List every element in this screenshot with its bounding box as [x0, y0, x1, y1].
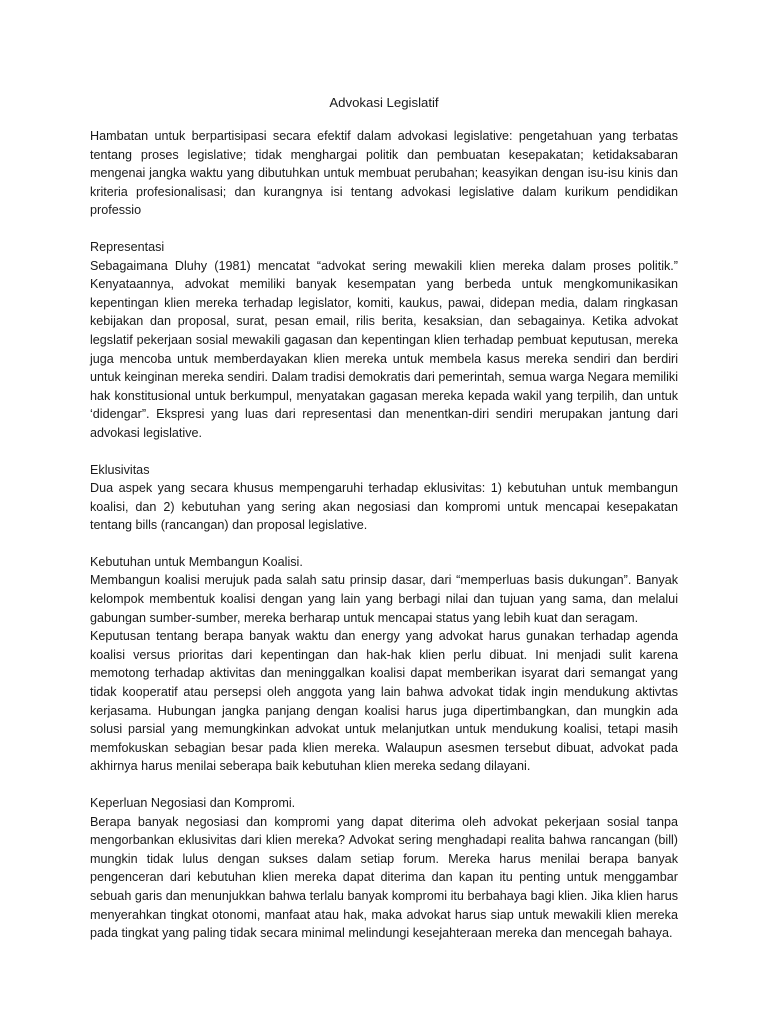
section-negosiasi [90, 794, 678, 943]
section-heading: Kebutuhan untuk Membangun Koalisi. [90, 554, 303, 569]
section-koalisi [90, 553, 678, 776]
document-title: Advokasi Legislatif [329, 95, 439, 110]
section-eklusivitas [90, 461, 678, 535]
intro-paragraph: Hambatan untuk berpartisipasi secara efektif dalam advokasi legislative: pengetahuan yang terbatas tentang proses legislative; tidak menghargai politik dan pembuatan kesepakatan; ketidaksabaran mengenai jangka waktu yang dibutuhkan untuk membuat perubahan; keasyikan dengan isu-isu kinis dan kriteria profesionalisasi; dan kurangnya isi tentang advokasi legislative dalam kurikum pendidikan professio [90, 129, 678, 218]
section-paragraph: Dua aspek yang secara khusus mempengaruhi terhadap eklusivitas: 1) kebutuhan untuk membangun koalisi, dan 2) kebutuhan yang sering akan negosiasi dan kompromi untuk mencapai kesepakatan tentang bills (rancangan) dan proposal legislative. [90, 481, 678, 533]
section-representasi [90, 238, 678, 443]
section-paragraph: Sebagaimana Dluhy (1981) mencatat “advokat sering mewakili klien mereka dalam proses politik.” Kenyataannya, advokat memiliki banyak kesempatan yang berbeda untuk mengkomunikasikan kepentingan klien mereka terhadap legislator, komiti, kaukus, pawai, didepan media, dalam ringkasan kebijakan dan proposal, surat, pesan email, rilis berita, kesaksian, dan sebagainya. Ketika advokat legslatif pekerjaan sosial mewakili gagasan dan kepentingan klien terhadap pembuat keputusan, mereka juga mencoba untuk memberdayakan klien mereka untuk membela kasus mereka sendiri dan berdiri untuk keinginan mereka sendiri. Dalam tradisi demokratis dari pemerintah, semua warga Negara memiliki hak konstitusional untuk berkumpul, menyatakan gagasan mereka kepada wakil yang terpilih, dan untuk ‘didengar”. Ekspresi yang luas dari representasi dan menentkan-diri sendiri merupakan jantung dari advokasi legislative. [90, 258, 678, 440]
section-heading: Eklusivitas [90, 462, 150, 477]
section-paragraph: Membangun koalisi merujuk pada salah satu prinsip dasar, dari “memperluas basis dukungan”. Banyak kelompok membentuk koalisi dengan yang lain yang berbagi nilai dan tujuan yang sama, dan melalui gabungan sumber-sumber, mereka berharap untuk mencapai status yang lebih kuat dan seragam. [90, 573, 678, 625]
section-heading: Representasi [90, 239, 165, 254]
section-paragraph: Berapa banyak negosiasi dan kompromi yang dapat diterima oleh advokat pekerjaan sosial tanpa mengorbankan eklusivitas dari klien mereka? Advokat sering menghadapi realita bahwa rancangan (bill) mungkin tidak lulus dengan sukses dalam setiap forum. Mereka harus menilai berapa banyak pengenceran dari kebutuhan klien mereka dapat diterima dan kapan itu penting untuk menggambar sebuah garis dan menunjukkan bahwa terlalu banyak kompromi itu berbahaya bagi klien. Jika klien harus menyerahkan tingkat otonomi, manfaat atau hak, maka advokat harus siap untuk mewakili klien mereka pada tingkat yang paling tidak secara minimal melindungi kesejahteraan mereka dan mencegah bahaya. [90, 814, 678, 941]
section-paragraph: Keputusan tentang berapa banyak waktu dan energy yang advokat harus gunakan terhadap agenda koalisi versus prioritas dari kepentingan dan hak-hak klien perlu dibuat. Ini menjadi sulit karena memotong terhadap aktivitas dan meninggalkan koalisi dapat memberikan isyarat dari semangat yang tidak kooperatif atau persepsi oleh anggota yang lain bahwa advokat tidak ingin mendukung aktivtas kerjasama. Hubungan jangka panjang dengan koalisi harus juga dipertimbangkan, dan mungkin ada solusi parsial yang memungkinkan advokat untuk melanjutkan untuk mendukung koalisi, tetapi masih memfokuskan sebagian besar pada klien mereka. Walaupun asesmen tersebut dibuat, advokat pada akhirnya harus menilai seberapa baik kebutuhan klien mereka sedang dilayani. [90, 629, 678, 774]
section-heading: Keperluan Negosiasi dan Kompromi. [90, 796, 296, 810]
